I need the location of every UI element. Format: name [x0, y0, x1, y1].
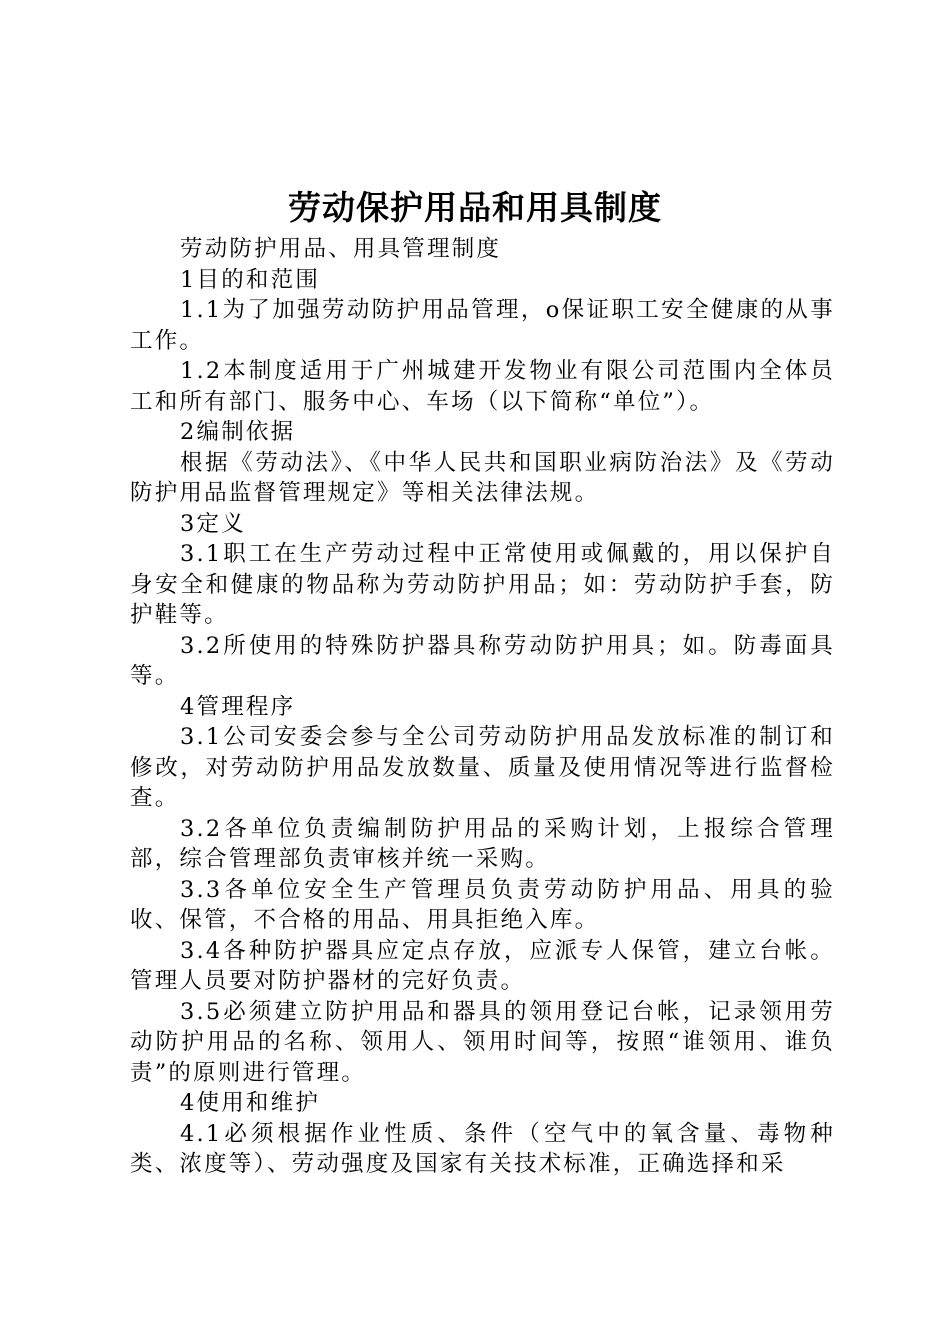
- paragraph: 3.2所使用的特殊防护器具称劳动防护用具；如。防毒面具等。: [130, 632, 835, 689]
- paragraph: 3.3各单位安全生产管理员负责劳动防护用品、用具的验收、保管，不合格的用品、用具拒绝入库。: [130, 876, 835, 933]
- paragraph-subtitle: 劳动防护用品、用具管理制度: [180, 236, 502, 262]
- paragraph: 1.2本制度适用于广州城建开发物业有限公司范围内全体员工和所有部门、服务中心、车场（以下简称“单位”）。: [130, 358, 835, 415]
- paragraph: 3.2各单位负责编制防护用品的采购计划，上报综合管理部，综合管理部负责审核并统一采购。: [130, 815, 835, 872]
- paragraph: 4.1必须根据作业性质、条件（空气中的氧含量、毒物种类、浓度等）、劳动强度及国家有关技术标准，正确选择和采: [130, 1120, 835, 1177]
- paragraph: 3.1职工在生产劳动过程中正常使用或佩戴的，用以保护自身安全和健康的物品称为劳动防护用品；如：劳动防护手套，防护鞋等。: [130, 541, 835, 628]
- document-body: [130, 234, 835, 1180]
- section-heading-definition: 3定义: [180, 510, 246, 537]
- section-heading-basis: 2编制依据: [180, 419, 296, 445]
- section-heading-purpose: 1目的和范围: [180, 266, 321, 293]
- paragraph: 1.1为了加强劳动防护用品管理，o保证职工安全健康的从事工作。: [130, 297, 835, 354]
- section-heading-procedure: 4管理程序: [180, 693, 296, 720]
- paragraph: 3.5必须建立防护用品和器具的领用登记台帐，记录领用劳动防护用品的名称、领用人、领用时间等，按照“谁领用、谁负责”的原则进行管理。: [130, 998, 835, 1086]
- document-title: 劳动保护用品和用具制度: [288, 188, 662, 227]
- section-heading-use: 4使用和维护: [180, 1090, 321, 1116]
- paragraph: 3.1公司安委会参与全公司劳动防护用品发放标准的制订和修改，对劳动防护用品发放数量、质量及使用情况等进行监督检查。: [130, 724, 835, 811]
- paragraph: 根据《劳动法》、《中华人民共和国职业病防治法》及《劳动防护用品监督管理规定》等相关法律法规。: [130, 449, 835, 506]
- paragraph: 3.4各种防护器具应定点存放，应派专人保管，建立台帐。管理人员要对防护器材的完好负责。: [130, 937, 835, 994]
